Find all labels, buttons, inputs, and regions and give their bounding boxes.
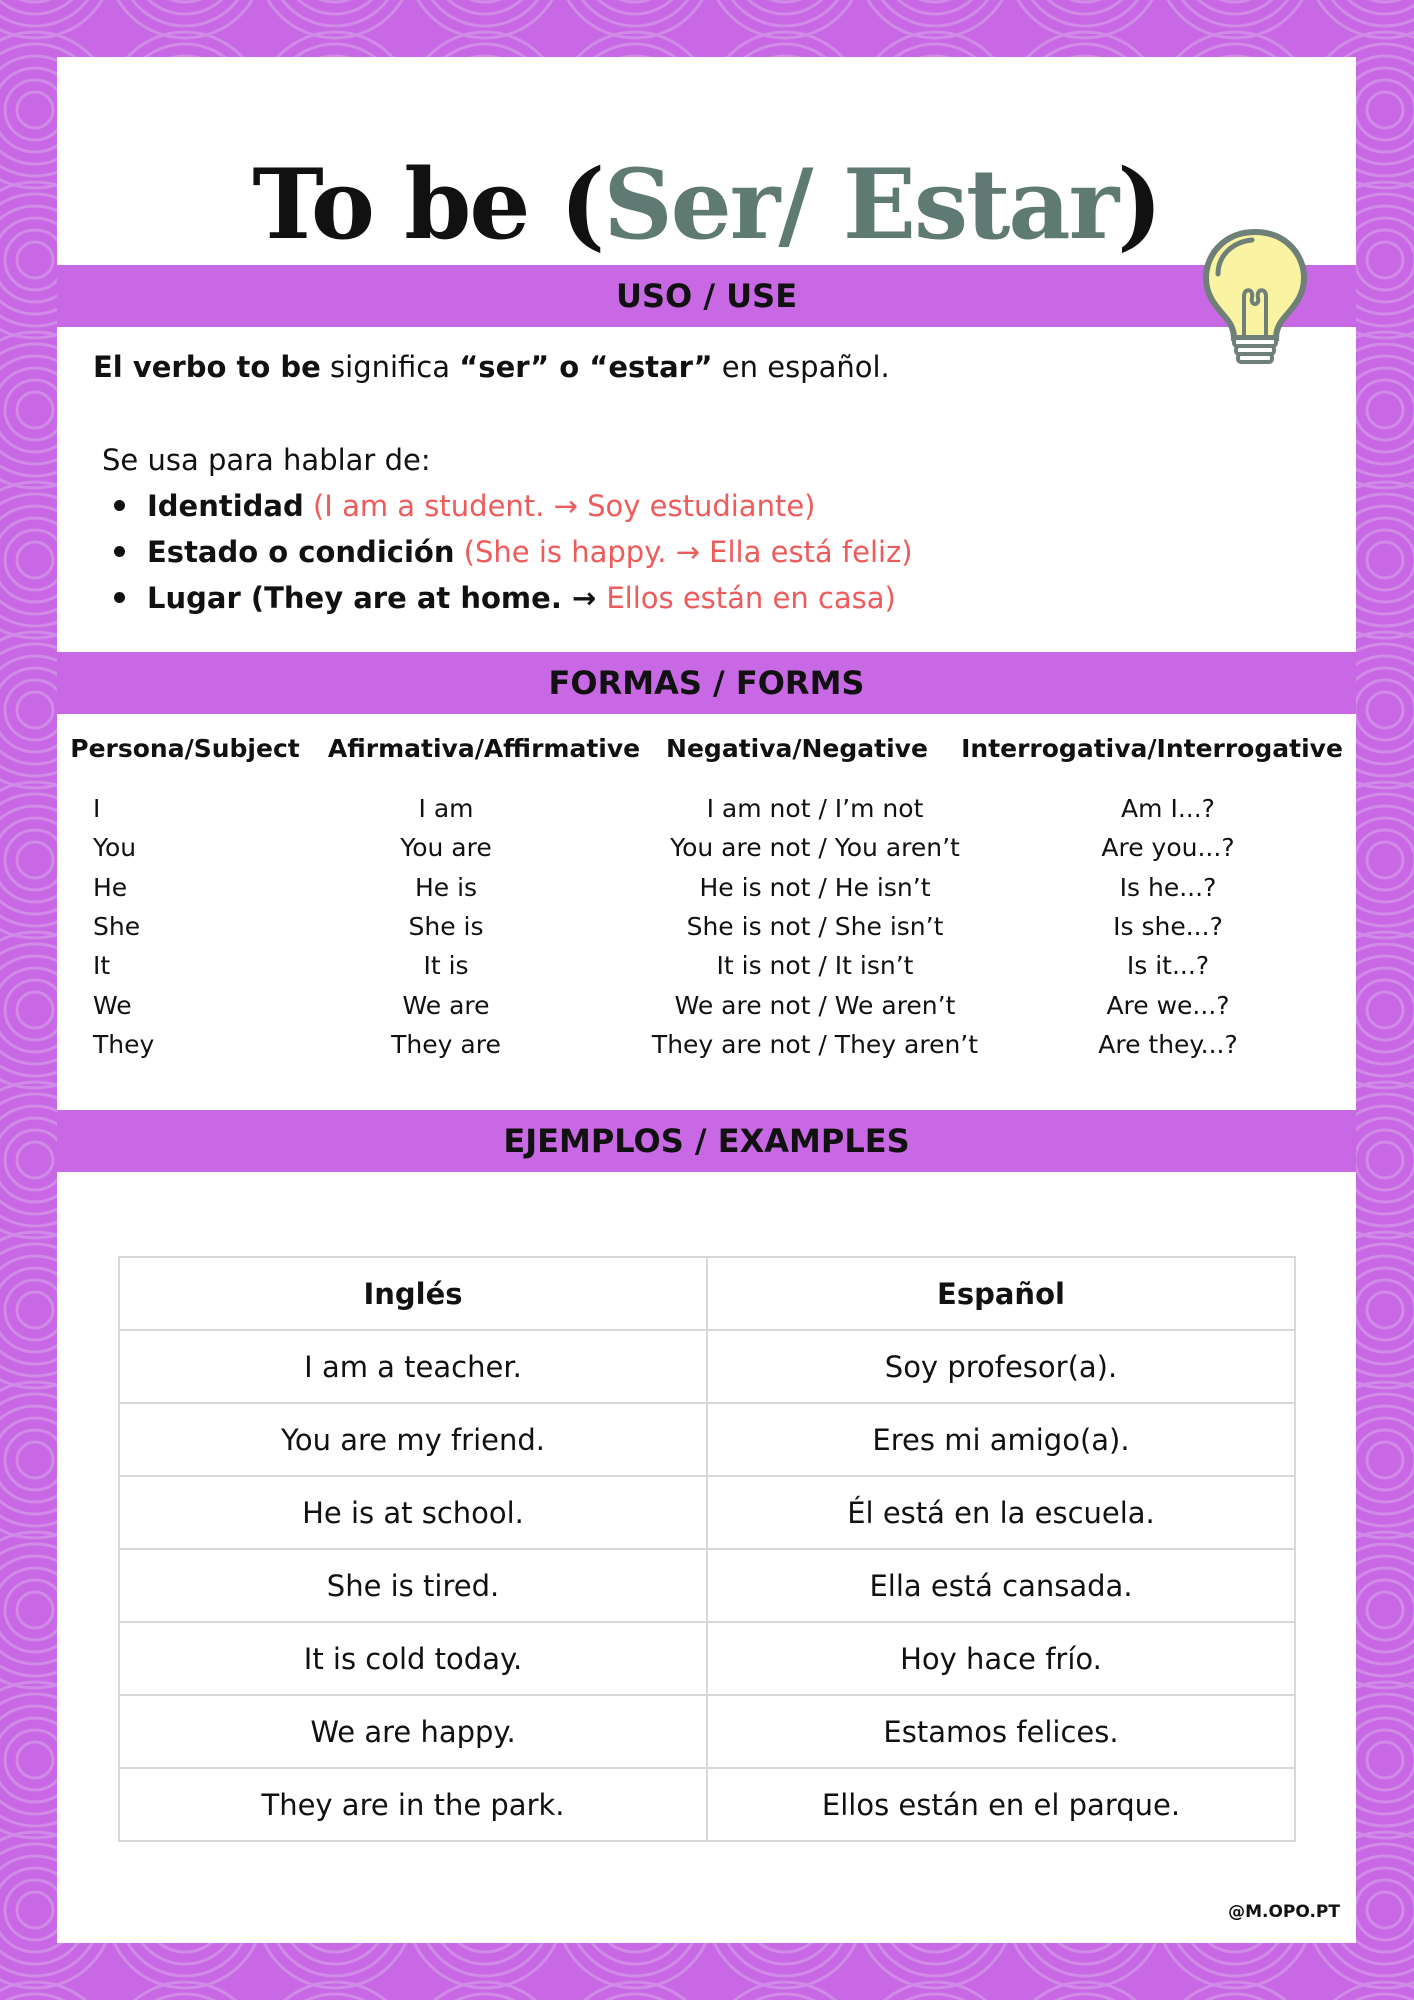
- pattern-circle: [1367, 692, 1403, 728]
- pattern-circle: [17, 1442, 53, 1478]
- pattern-circle: [17, 992, 53, 1028]
- pattern-circle: [5, 380, 65, 440]
- examples-cell-english: We are happy.: [119, 1695, 707, 1768]
- forms-cell: I: [93, 794, 101, 823]
- pattern-circle: [593, 0, 677, 2]
- section-header-uso: USO / USE: [57, 265, 1356, 327]
- forms-cell: He is not / He isn’t: [699, 872, 931, 902]
- forms-cell: I am not / I’m not: [706, 794, 924, 823]
- examples-cell-spanish: Él está en la escuela.: [707, 1476, 1295, 1549]
- forms-cell: You: [93, 833, 137, 863]
- examples-cell-english: They are in the park.: [119, 1768, 707, 1841]
- pattern-circle: [443, 0, 527, 2]
- pattern-circle: [5, 680, 65, 740]
- pattern-circle: [17, 1292, 53, 1328]
- uso-item-place: Lugar (They are at home. → Ellos están en casa): [114, 578, 896, 618]
- examples-cell-english: You are my friend.: [119, 1403, 707, 1476]
- pattern-circle: [1367, 1442, 1403, 1478]
- pattern-circle: [17, 392, 53, 428]
- pattern-circle: [17, 1592, 53, 1628]
- pattern-circle: [1355, 1880, 1414, 1940]
- examples-cell-english: I am a teacher.: [119, 1330, 707, 1403]
- pattern-circle: [5, 1430, 65, 1490]
- pattern-circle: [17, 842, 53, 878]
- forms-column-header: Interrogativa/Interrogative: [961, 734, 1343, 763]
- uso-item-identity: Identidad (I am a student. → Soy estudiante): [114, 486, 816, 526]
- pattern-circle: [1043, 0, 1127, 2]
- pattern-circle: [1355, 680, 1414, 740]
- examples-table: [118, 1256, 1296, 1842]
- pattern-circle: [407, 1982, 563, 2000]
- pattern-circle: [5, 1130, 65, 1190]
- forms-cell: They: [93, 1029, 155, 1059]
- pattern-circle: [1355, 1730, 1414, 1790]
- forms-cell: Are they...?: [1098, 1029, 1238, 1059]
- pattern-circle: [5, 1880, 65, 1940]
- pattern-circle: [1355, 1430, 1414, 1490]
- pattern-circle: [557, 1982, 713, 2000]
- examples-row: [119, 1330, 1295, 1403]
- pattern-circle: [857, 1982, 1013, 2000]
- examples-row: [119, 1476, 1295, 1549]
- pattern-circle: [1367, 1742, 1403, 1778]
- examples-row: [119, 1695, 1295, 1768]
- pattern-circle: [257, 1982, 413, 2000]
- title-accent: Ser/ Estar: [603, 148, 1118, 261]
- pattern-circle: [5, 1580, 65, 1640]
- forms-cell: They are: [391, 1029, 501, 1059]
- pattern-circle: [293, 0, 377, 2]
- examples-cell-english: He is at school.: [119, 1476, 707, 1549]
- examples-header-row: [119, 1257, 1295, 1330]
- pattern-circle: [143, 0, 227, 2]
- forms-cell: She is: [408, 911, 484, 941]
- pattern-circle: [17, 542, 53, 578]
- forms-cell: I am: [418, 794, 474, 823]
- examples-cell-spanish: Soy profesor(a).: [707, 1330, 1295, 1403]
- examples-cell-spanish: Estamos felices.: [707, 1695, 1295, 1768]
- forms-cell: We are: [402, 990, 490, 1020]
- forms-column-header: Afirmativa/Affirmative: [327, 734, 641, 763]
- pattern-circle: [1367, 1592, 1403, 1628]
- forms-cell: Are we...?: [1106, 990, 1230, 1020]
- pattern-circle: [1355, 230, 1414, 290]
- author-handle: @M.OPO.PT: [1228, 1902, 1340, 1922]
- pattern-circle: [5, 530, 65, 590]
- section-header-formas: FORMAS / FORMS: [57, 652, 1356, 714]
- forms-cell: He: [93, 872, 128, 902]
- pattern-circle: [17, 692, 53, 728]
- forms-cell: You are: [400, 833, 492, 863]
- pattern-circle: [893, 0, 977, 2]
- uso-definition: El verbo to be significa “ser” o “estar” en español.: [93, 350, 890, 384]
- pattern-circle: [1355, 80, 1414, 140]
- page-title: To be (Ser/ Estar): [252, 148, 1161, 261]
- forms-cell: Is she...?: [1113, 911, 1223, 941]
- forms-cell: We: [93, 990, 132, 1020]
- pattern-circle: [1355, 530, 1414, 590]
- pattern-circle: [1367, 242, 1403, 278]
- forms-cell: Am I...?: [1121, 794, 1215, 823]
- pattern-circle: [5, 980, 65, 1040]
- pattern-circle: [0, 0, 77, 2]
- pattern-circle: [1367, 1292, 1403, 1328]
- pattern-circle: [1355, 1130, 1414, 1190]
- pattern-circle: [17, 242, 53, 278]
- forms-cell: They are not / They aren’t: [651, 1029, 979, 1059]
- pattern-circle: [743, 0, 827, 2]
- pattern-circle: [17, 1892, 53, 1928]
- forms-cell: You are not / You aren’t: [670, 833, 960, 863]
- pattern-circle: [707, 1982, 863, 2000]
- pattern-circle: [5, 830, 65, 890]
- uso-list-intro: Se usa para hablar de:: [102, 443, 431, 477]
- examples-cell-spanish: Eres mi amigo(a).: [707, 1403, 1295, 1476]
- pattern-circle: [1355, 1280, 1414, 1340]
- examples-cell-spanish: Ellos están en el parque.: [707, 1768, 1295, 1841]
- pattern-circle: [1355, 1580, 1414, 1640]
- examples-row: [119, 1768, 1295, 1841]
- forms-column-header: Persona/Subject: [70, 734, 300, 763]
- section-header-ejemplos: EJEMPLOS / EXAMPLES: [57, 1110, 1356, 1172]
- examples-cell-spanish: Hoy hace frío.: [707, 1622, 1295, 1695]
- pattern-circle: [1367, 542, 1403, 578]
- examples-col-english: Inglés: [119, 1257, 707, 1330]
- pattern-circle: [1367, 1892, 1403, 1928]
- forms-cell: He is: [414, 872, 478, 902]
- forms-cell: She is not / She isn’t: [686, 911, 944, 941]
- forms-cell: Is he...?: [1119, 872, 1217, 902]
- pattern-circle: [5, 1280, 65, 1340]
- examples-row: [119, 1622, 1295, 1695]
- pattern-circle: [1319, 1994, 1414, 2000]
- pattern-circle: [17, 1742, 53, 1778]
- pattern-circle: [1157, 1982, 1313, 2000]
- forms-cell: It is: [423, 951, 469, 981]
- pattern-circle: [17, 1142, 53, 1178]
- forms-cell: It: [93, 951, 111, 981]
- pattern-circle: [1007, 1982, 1163, 2000]
- uso-item-state: Estado o condición (She is happy. → Ella está feliz): [114, 532, 913, 572]
- examples-cell-english: She is tired.: [119, 1549, 707, 1622]
- examples-cell-spanish: Ella está cansada.: [707, 1549, 1295, 1622]
- pattern-circle: [1343, 0, 1414, 2]
- pattern-circle: [5, 1730, 65, 1790]
- forms-column-header: Negativa/Negative: [666, 734, 928, 763]
- pattern-circle: [5, 80, 65, 140]
- pattern-circle: [17, 92, 53, 128]
- forms-cell: It is not / It isn’t: [716, 951, 914, 981]
- examples-col-spanish: Español: [707, 1257, 1295, 1330]
- pattern-circle: [5, 230, 65, 290]
- forms-cell: We are not / We aren’t: [674, 990, 956, 1020]
- pattern-circle: [1367, 392, 1403, 428]
- examples-cell-english: It is cold today.: [119, 1622, 707, 1695]
- pattern-circle: [1367, 92, 1403, 128]
- forms-cell: Is it...?: [1126, 951, 1210, 981]
- pattern-circle: [1355, 380, 1414, 440]
- pattern-circle: [0, 0, 113, 38]
- forms-cell: She: [93, 911, 141, 941]
- examples-row: [119, 1549, 1295, 1622]
- pattern-circle: [1193, 0, 1277, 2]
- examples-row: [119, 1403, 1295, 1476]
- pattern-circle: [107, 1982, 263, 2000]
- pattern-circle: [1367, 1142, 1403, 1178]
- forms-cell: Are you...?: [1101, 833, 1235, 863]
- lightbulb-icon: [1200, 226, 1310, 366]
